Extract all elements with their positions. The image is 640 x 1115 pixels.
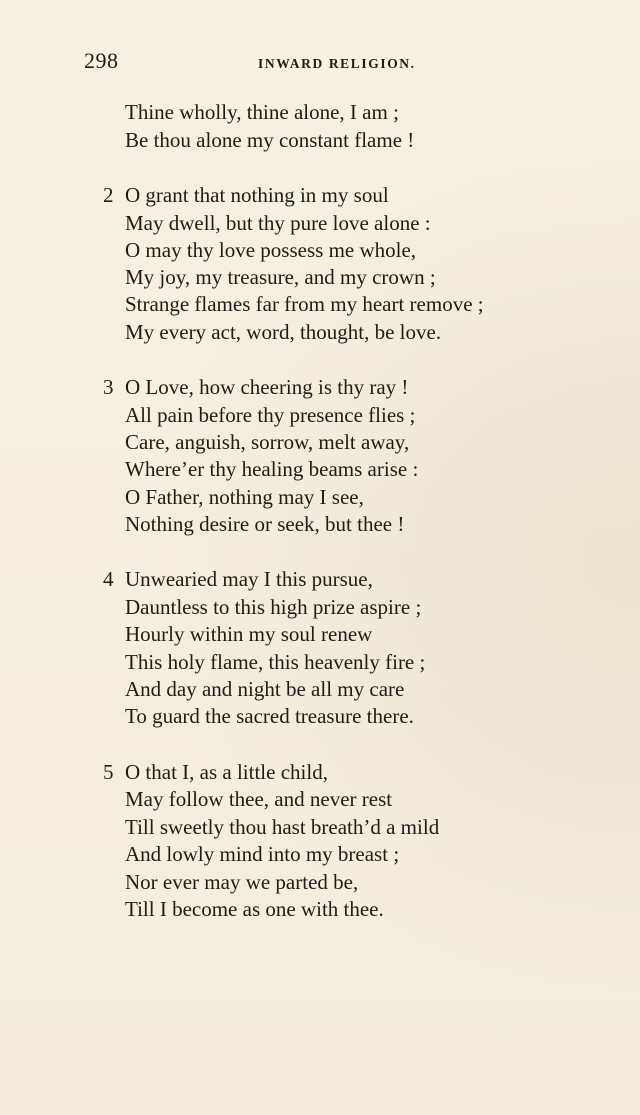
verse-line: Hourly within my soul renew bbox=[125, 622, 373, 646]
verse-line: O Love, how cheering is thy ray ! bbox=[125, 375, 409, 399]
verse-line: Till sweetly thou hast breath’d a mild bbox=[125, 815, 440, 839]
verse-line: Unwearied may I this pursue, bbox=[125, 567, 373, 591]
page-number: 298 bbox=[84, 48, 119, 73]
verse-line: Strange flames far from my heart remove ; bbox=[125, 292, 484, 316]
verse-line: O that I, as a little child, bbox=[125, 760, 328, 784]
verse-line: May follow thee, and never rest bbox=[125, 787, 393, 811]
verse-line: Be thou alone my constant flame ! bbox=[125, 128, 415, 152]
verse-line: My joy, my treasure, and my crown ; bbox=[125, 265, 436, 289]
verse-line: Nor ever may we parted be, bbox=[125, 870, 359, 894]
stanza-number: 3 bbox=[103, 375, 114, 399]
verse-line: O Father, nothing may I see, bbox=[125, 485, 364, 509]
verse-line: Care, anguish, sorrow, melt away, bbox=[125, 430, 410, 454]
verse-line: All pain before thy presence flies ; bbox=[125, 403, 416, 427]
verse-line: And lowly mind into my breast ; bbox=[125, 842, 400, 866]
verse-line: Thine wholly, thine alone, I am ; bbox=[125, 100, 399, 124]
verse-line: This holy flame, this heavenly fire ; bbox=[125, 650, 426, 674]
verse-line: Nothing desire or seek, but thee ! bbox=[125, 512, 405, 536]
stanza-number: 4 bbox=[103, 567, 114, 591]
verse-line: My every act, word, thought, be love. bbox=[125, 320, 442, 344]
stanza-number: 2 bbox=[103, 183, 114, 207]
stanza-number: 5 bbox=[103, 760, 114, 784]
verse-line: Till I become as one with thee. bbox=[125, 897, 384, 921]
verse-line: O grant that nothing in my soul bbox=[125, 183, 389, 207]
verse-line: May dwell, but thy pure love alone : bbox=[125, 211, 431, 235]
verse-line: Where’er thy healing beams arise : bbox=[125, 457, 419, 481]
verse-line: Dauntless to this high prize aspire ; bbox=[125, 595, 422, 619]
verse-line: And day and night be all my care bbox=[125, 677, 405, 701]
running-head: INWARD RELIGION. bbox=[258, 56, 416, 71]
verse-line: To guard the sacred treasure there. bbox=[125, 704, 414, 728]
verse-line: O may thy love possess me whole, bbox=[125, 238, 417, 262]
